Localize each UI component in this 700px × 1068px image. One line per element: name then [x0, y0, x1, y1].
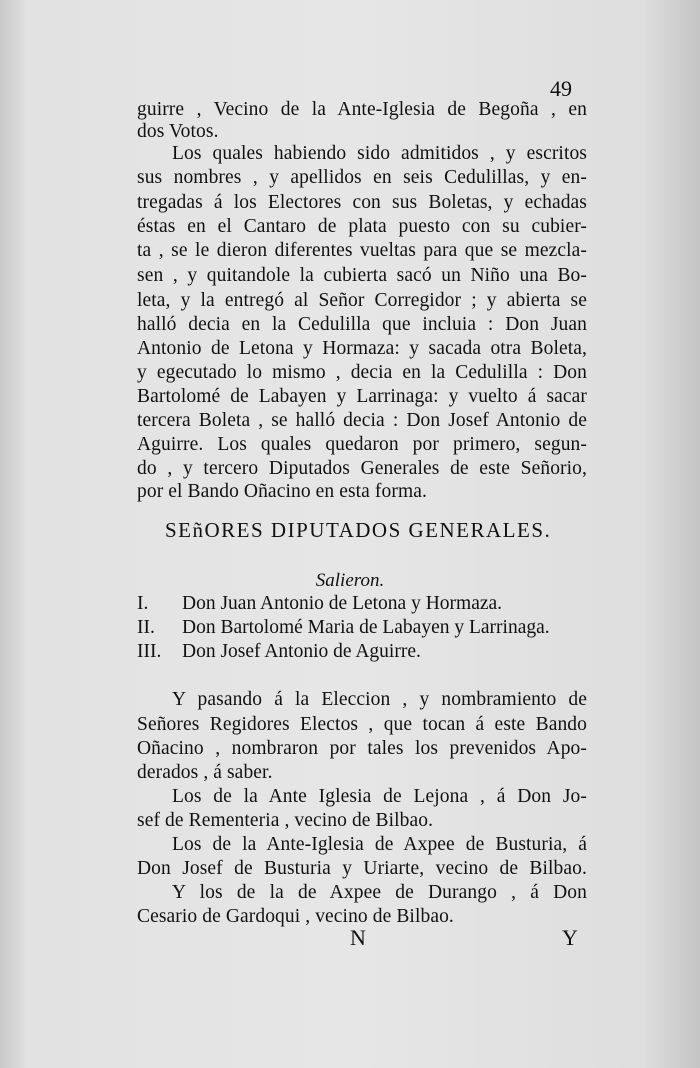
text-line: dos Votos. [137, 121, 219, 142]
text-line: sen , y quitandole la cubierta sacó un Niño una Bo- [137, 265, 587, 286]
list-text: Don Josef Antonio de Aguirre. [182, 641, 421, 662]
text-line: Señores Regidores Electos , que tocan á este Bando [137, 714, 587, 735]
text-line: leta, y la entregó al Señor Corregidor ; y abierta se [137, 290, 587, 311]
text-line: tregadas á los Electores con sus Boletas, y echadas [137, 192, 587, 213]
text-line: halló decia en la Cedulilla que incluia : Don Juan [137, 314, 587, 335]
list-item [137, 617, 550, 639]
text-line: guirre , Vecino de la Ante-Iglesia de Begoña , en [137, 99, 587, 120]
list-item [137, 641, 421, 663]
section-subheading: Salieron. [315, 570, 385, 591]
list-item [137, 593, 502, 615]
section-heading: SEñORES DIPUTADOS GENERALES. [165, 518, 552, 542]
list-roman: III. [137, 641, 162, 662]
text-line: Antonio de Letona y Hormaza: y sacada otra Boleta, [137, 338, 587, 359]
text-line: éstas en el Cantaro de plata puesto con su cubier- [137, 216, 587, 237]
text-line: sef de Rementeria , vecino de Bilbao. [137, 810, 434, 831]
text-line: Don Josef de Busturia y Uriarte, vecino de Bilbao. [137, 858, 587, 879]
text-line: Oñacino , nombraron por tales los prevenidos Apo- [137, 738, 587, 759]
text-line: do , y tercero Diputados Generales de este Señorio, [137, 458, 587, 479]
list-roman: I. [137, 593, 149, 614]
text-line: Los de la Ante Iglesia de Lejona , á Don Jo- [172, 786, 587, 807]
text-line: Y pasando á la Eleccion , y nombramiento de [172, 689, 587, 710]
text-line: ta , se le dieron diferentes vueltas para que se mezcla- [137, 240, 587, 261]
text-line: Los quales habiendo sido admitidos , y escritos [172, 143, 587, 164]
text-line: derados , á saber. [137, 762, 273, 783]
text-line: tercera Boleta , se halló decia : Don Josef Antonio de [137, 410, 587, 431]
text-line: Aguirre. Los quales quedaron por primero, segun- [137, 434, 587, 455]
catchword: Y [562, 925, 578, 950]
text-line: por el Bando Oñacino en esta forma. [137, 481, 427, 502]
signature-mark: N [350, 925, 366, 950]
list-text: Don Bartolomé Maria de Labayen y Larrinaga. [182, 617, 550, 638]
page-number: 49 [550, 76, 572, 101]
text-line: Los de la Ante-Iglesia de Axpee de Busturia, á [172, 834, 587, 855]
text-line: Cesario de Gardoqui , vecino de Bilbao. [137, 906, 454, 927]
text-line: Bartolomé de Labayen y Larrinaga: y vuelto á sacar [137, 386, 587, 407]
text-line: y egecutado lo mismo , decia en la Cedulilla : Don [137, 362, 587, 383]
list-roman: II. [137, 617, 155, 638]
text-line: Y los de la de Axpee de Durango , á Don [172, 882, 587, 903]
text-line: sus nombres , y apellidos en seis Cedulillas, y en- [137, 167, 587, 188]
list-text: Don Juan Antonio de Letona y Hormaza. [182, 593, 503, 614]
